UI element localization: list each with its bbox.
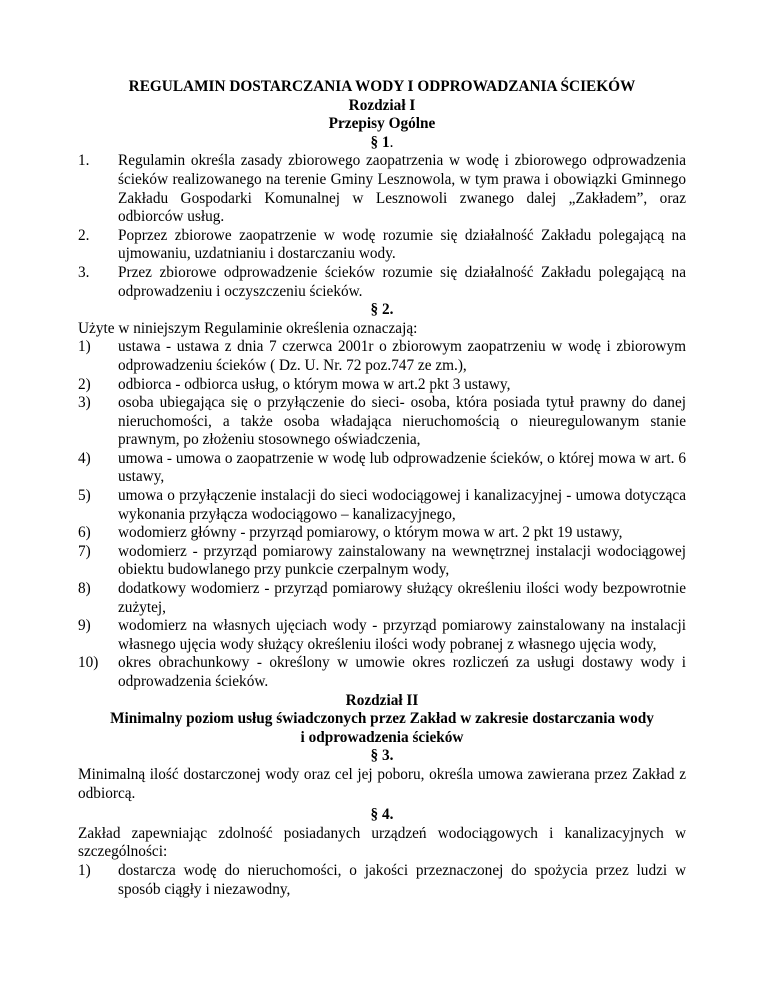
document-title: REGULAMIN DOSTARCZANIA WODY I ODPROWADZANIA ŚCIEKÓW xyxy=(128,78,636,95)
section-4-list xyxy=(78,862,686,899)
list-item xyxy=(78,580,686,617)
list-item xyxy=(78,394,686,450)
section-4-intro: Zakład zapewniając zdolność posiadanych urządzeń wodociągowych i kanalizacyjnych w szczególności: xyxy=(78,824,686,861)
chapter-1-heading: Rozdział I xyxy=(348,96,416,114)
list-item xyxy=(78,227,686,264)
item-number: 2) xyxy=(78,375,91,393)
chapter-2-subtitle-line-1: Minimalny poziom usług świadczonych przez Zakład w zakresie dostarczania wody xyxy=(110,710,654,728)
item-number: 1. xyxy=(78,152,90,170)
list-item xyxy=(78,524,686,543)
list-item xyxy=(78,152,686,226)
item-text: Przez zbiorowe odprowadzenie ścieków rozumie się działalność Zakładu polegającą na odprowadzeniu i oczyszczeniu ścieków. xyxy=(118,263,686,300)
item-text: Regulamin określa zasady zbiorowego zaopatrzenia w wodę i zbiorowego odprowadzenia ścieków realizowanego na terenie Gminy Lesznowola, w tym prawa i obowiązki Gminnego Zakładu Gospodarki Komunalnej w Lesznowoli zwanego dalej „Zakładem”, oraz odbiorców usług. xyxy=(118,152,686,226)
list-item xyxy=(78,338,686,375)
item-number: 10) xyxy=(78,654,99,672)
section-1-heading xyxy=(78,134,686,153)
item-number: 8) xyxy=(78,580,91,598)
item-text: wodomierz na własnych ujęciach wody - przyrząd pomiarowy zainstalowany na instalacji własnego ujęcia wody służący określeniu ilości wody pobranej z własnego ujęcia wody, xyxy=(118,617,686,653)
item-number: 6) xyxy=(78,524,91,542)
item-number: 5) xyxy=(78,487,91,505)
section-4-heading: § 4. xyxy=(370,806,394,824)
list-item xyxy=(78,376,686,395)
section-2-heading: § 2. xyxy=(370,301,394,319)
item-text: wodomierz - przyrząd pomiarowy zainstalowany na wewnętrznej instalacji wodociągowej obiektu budowlanego przy punkcie czerpalnym wody, xyxy=(118,542,686,579)
item-text: dodatkowy wodomierz - przyrząd pomiarowy służący określeniu ilości wody bezpowrotnie zużytej, xyxy=(118,580,686,616)
list-item xyxy=(78,487,686,524)
item-number: 1) xyxy=(78,338,91,356)
item-number: 3) xyxy=(78,394,91,412)
list-item xyxy=(78,264,686,301)
item-number: 3. xyxy=(78,263,90,281)
list-item xyxy=(78,450,686,487)
document-page xyxy=(78,78,686,899)
item-text: okres obrachunkowy - określony w umowie okres rozliczeń za usługi dostawy wody i odprowadzenia ścieków. xyxy=(118,654,686,690)
item-number: 1) xyxy=(78,861,91,879)
section-2-list xyxy=(78,338,686,691)
section-1-dot: . xyxy=(389,133,394,151)
section-3-text: Minimalną ilość dostarczonej wody oraz cel jej poboru, określa umowa zawierana przez Zakład z odbiorcą. xyxy=(78,765,686,802)
item-number: 7) xyxy=(78,542,91,560)
list-item xyxy=(78,543,686,580)
list-item xyxy=(78,654,686,691)
item-number: 9) xyxy=(78,617,91,635)
item-text: dostarcza wodę do nieruchomości, o jakości przeznaczonej do spożycia przez ludzi w sposób ciągły i niezawodny, xyxy=(118,861,686,898)
item-text: Poprzez zbiorowe zaopatrzenie w wodę rozumie się działalność Zakładu polegającą na ujmowaniu, uzdatnianiu i dostarczaniu wody. xyxy=(118,226,686,263)
item-number: 4) xyxy=(78,449,91,467)
section-1-label: § 1 xyxy=(370,133,390,151)
chapter-1-subtitle: Przepisy Ogólne xyxy=(328,115,436,133)
list-item xyxy=(78,862,686,899)
item-text: ustawa - ustawa z dnia 7 czerwca 2001r o zbiorowym zaopatrzeniu w wodę i zbiorowym odprowadzeniu ścieków ( Dz. U. Nr. 72 poz.747 ze zm.), xyxy=(118,338,686,374)
item-text: odbiorca - odbiorca usług, o którym mowa w art.2 pkt 3 ustawy, xyxy=(118,375,511,393)
item-text: umowa - umowa o zaopatrzenie w wodę lub odprowadzenie ścieków, o której mowa w art. 6 ustawy, xyxy=(118,449,686,486)
section-3-heading: § 3. xyxy=(370,747,394,765)
list-item xyxy=(78,617,686,654)
item-text: osoba ubiegająca się o przyłączenie do sieci- osoba, która posiada tytuł prawny do danej nieruchomości, a także osoba władająca nieruchomością o nieuregulowanym stanie prawnym, po złożeniu stosownego oświadczenia, xyxy=(118,394,686,449)
section-2-intro: Użyte w niniejszym Regulaminie określenia oznaczają: xyxy=(78,319,418,337)
item-number: 2. xyxy=(78,226,90,244)
chapter-2-heading: Rozdział II xyxy=(345,691,419,709)
chapter-2-subtitle-line-2: i odprowadzenia ścieków xyxy=(300,728,464,746)
section-1-list xyxy=(78,152,686,301)
item-text: umowa o przyłączenie instalacji do sieci wodociągowej i kanalizacyjnej - umowa dotycząca wykonania przyłącza wodociągowo – kanalizacyjnego, xyxy=(118,487,686,523)
item-text: wodomierz główny - przyrząd pomiarowy, o którym mowa w art. 2 pkt 19 ustawy, xyxy=(118,524,623,542)
